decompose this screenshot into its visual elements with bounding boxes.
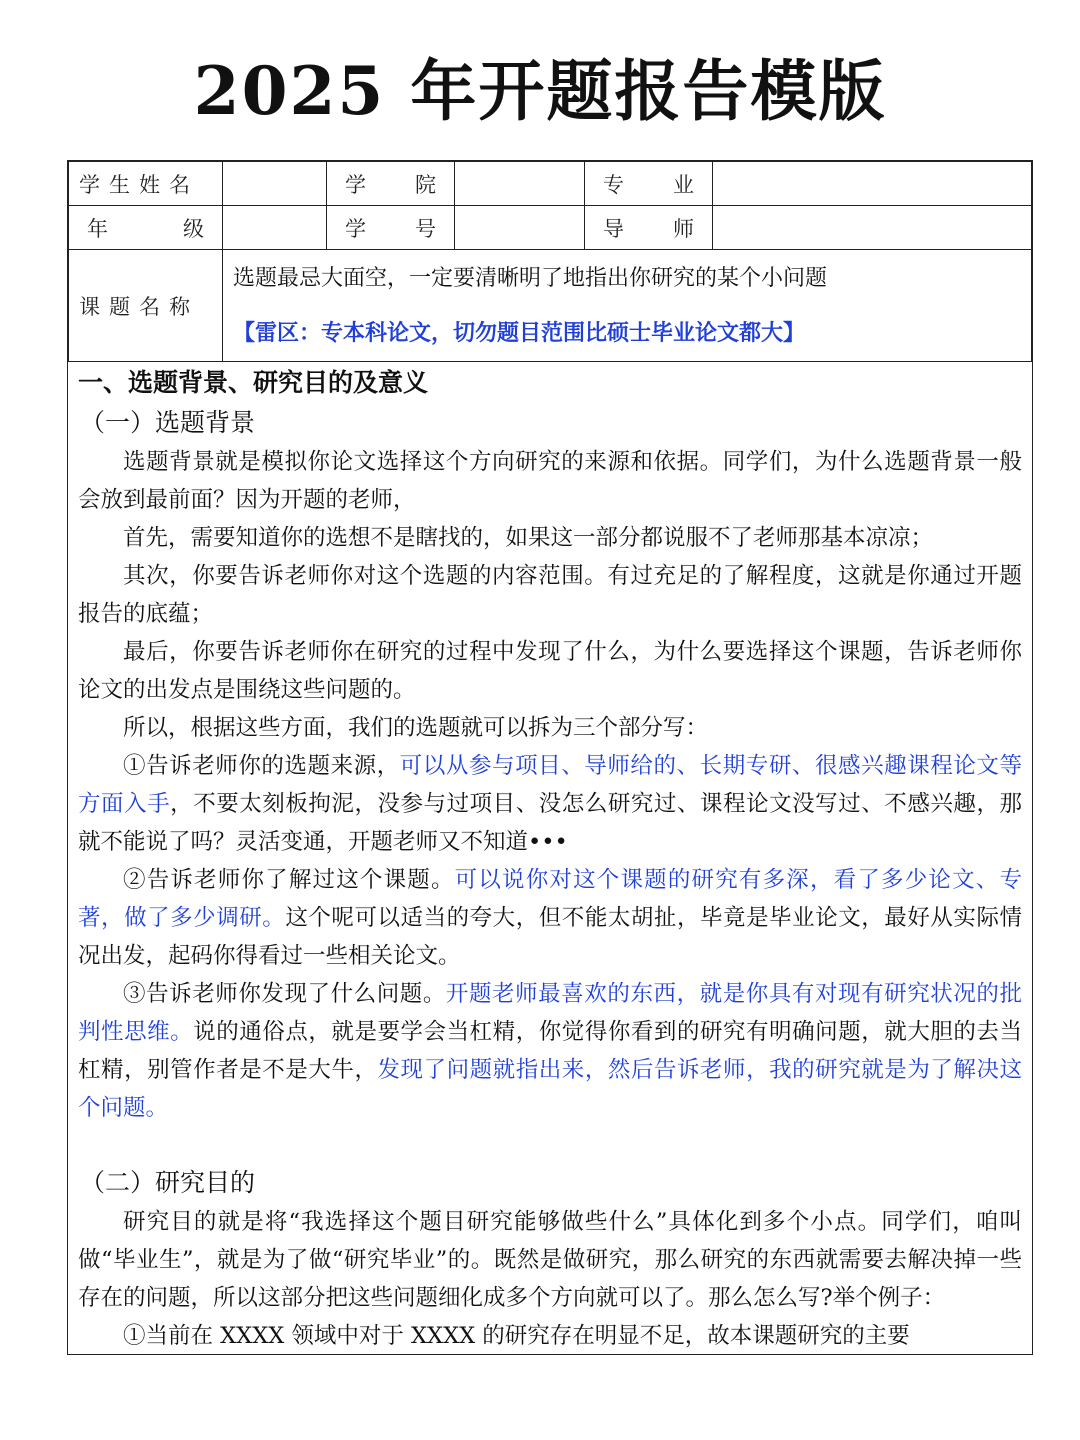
label-college: 学 院 xyxy=(327,162,455,206)
paragraph: 最后，你要告诉老师你在研究的过程中发现了什么，为什么要选择这个课题，告诉老师你论文的出发点是围绕这些问题的。 xyxy=(78,639,1022,703)
value-major[interactable] xyxy=(713,162,1032,206)
topic-text: 选题最忌大面空，一定要清晰明了地指出你研究的某个小问题 xyxy=(233,265,828,291)
section-heading: 一、选题背景、研究目的及意义 xyxy=(78,368,429,397)
label-major: 专 业 xyxy=(585,162,713,206)
list-item: ②告诉老师你了解过这个课题。可以说你对这个课题的研究有多深，看了多少论文、专著，做了多少调研。这个呢可以适当的夸大，但不能太胡扯，毕竟是毕业论文，最好从实际情况出发，起码你得看过一些相关论文。 xyxy=(78,867,1022,969)
paragraph: 所以，根据这些方面，我们的选题就可以拆为三个部分写： xyxy=(123,715,709,741)
section-body xyxy=(78,363,1022,1355)
report-form xyxy=(67,160,1033,1355)
label-student-id: 学 号 xyxy=(327,206,455,250)
subheading-background: （一）选题背景 xyxy=(80,408,256,437)
topic-warning: 【雷区：专本科论文，切勿题目范围比硕士毕业论文都大】 xyxy=(233,319,806,346)
value-topic[interactable] xyxy=(223,250,1032,362)
paragraph: 其次，你要告诉老师你对这个选题的内容范围。有过充足的了解程度，这就是你通过开题报告的底蕴； xyxy=(78,563,1022,627)
subheading-purpose: （二）研究目的 xyxy=(80,1168,256,1197)
list-item: ①告诉老师你的选题来源，可以从参与项目、导师给的、长期专研、很感兴趣课程论文等方面入手，不要太刻板拘泥，没参与过项目、没怎么研究过、课程论文没写过、不感兴趣，那就不能说了吗？灵活变通，开题老师又不知道••• xyxy=(78,753,1022,855)
label-student-name: 学生姓名 xyxy=(69,162,223,206)
paragraph: 首先，需要知道你的选想不是瞎找的，如果这一部分都说服不了老师那基本凉凉； xyxy=(123,525,934,551)
list-item: ③告诉老师你发现了什么问题。开题老师最喜欢的东西，就是你具有对现有研究状况的批判性思维。说的通俗点，就是要学会当杠精，你觉得你看到的研究有明确问题，就大胆的去当杠精，别管作者是不是大牛，发现了问题就指出来，然后告诉老师，我的研究就是为了解决这个问题。 xyxy=(78,981,1022,1121)
value-advisor[interactable] xyxy=(713,206,1032,250)
value-grade[interactable] xyxy=(223,206,327,250)
student-info-table xyxy=(68,161,1032,362)
label-advisor: 导 师 xyxy=(585,206,713,250)
paragraph: 选题背景就是模拟你论文选择这个方向研究的来源和依据。同学们，为什么选题背景一般会放到最前面？因为开题的老师， xyxy=(78,449,1022,513)
value-student-name[interactable] xyxy=(223,162,327,206)
paragraph: ①当前在 XXXX 领域中对于 XXXX 的研究存在明显不足，故本课题研究的主要 xyxy=(123,1323,910,1349)
document-title: 2025 年开题报告模版 xyxy=(193,52,887,130)
label-topic: 课题名称 xyxy=(69,250,223,362)
label-grade: 年 级 xyxy=(69,206,223,250)
paragraph: 研究目的就是将“我选择这个题目研究能够做些什么”具体化到多个小点。同学们，咱叫做“毕业生”，就是为了做“研究毕业”的。既然是做研究，那么研究的东西就需要去解决掉一些存在的问题，所以这部分把这些问题细化成多个方向就可以了。那么怎么写?举个例子： xyxy=(78,1209,1022,1311)
value-student-id[interactable] xyxy=(455,206,585,250)
value-college[interactable] xyxy=(455,162,585,206)
